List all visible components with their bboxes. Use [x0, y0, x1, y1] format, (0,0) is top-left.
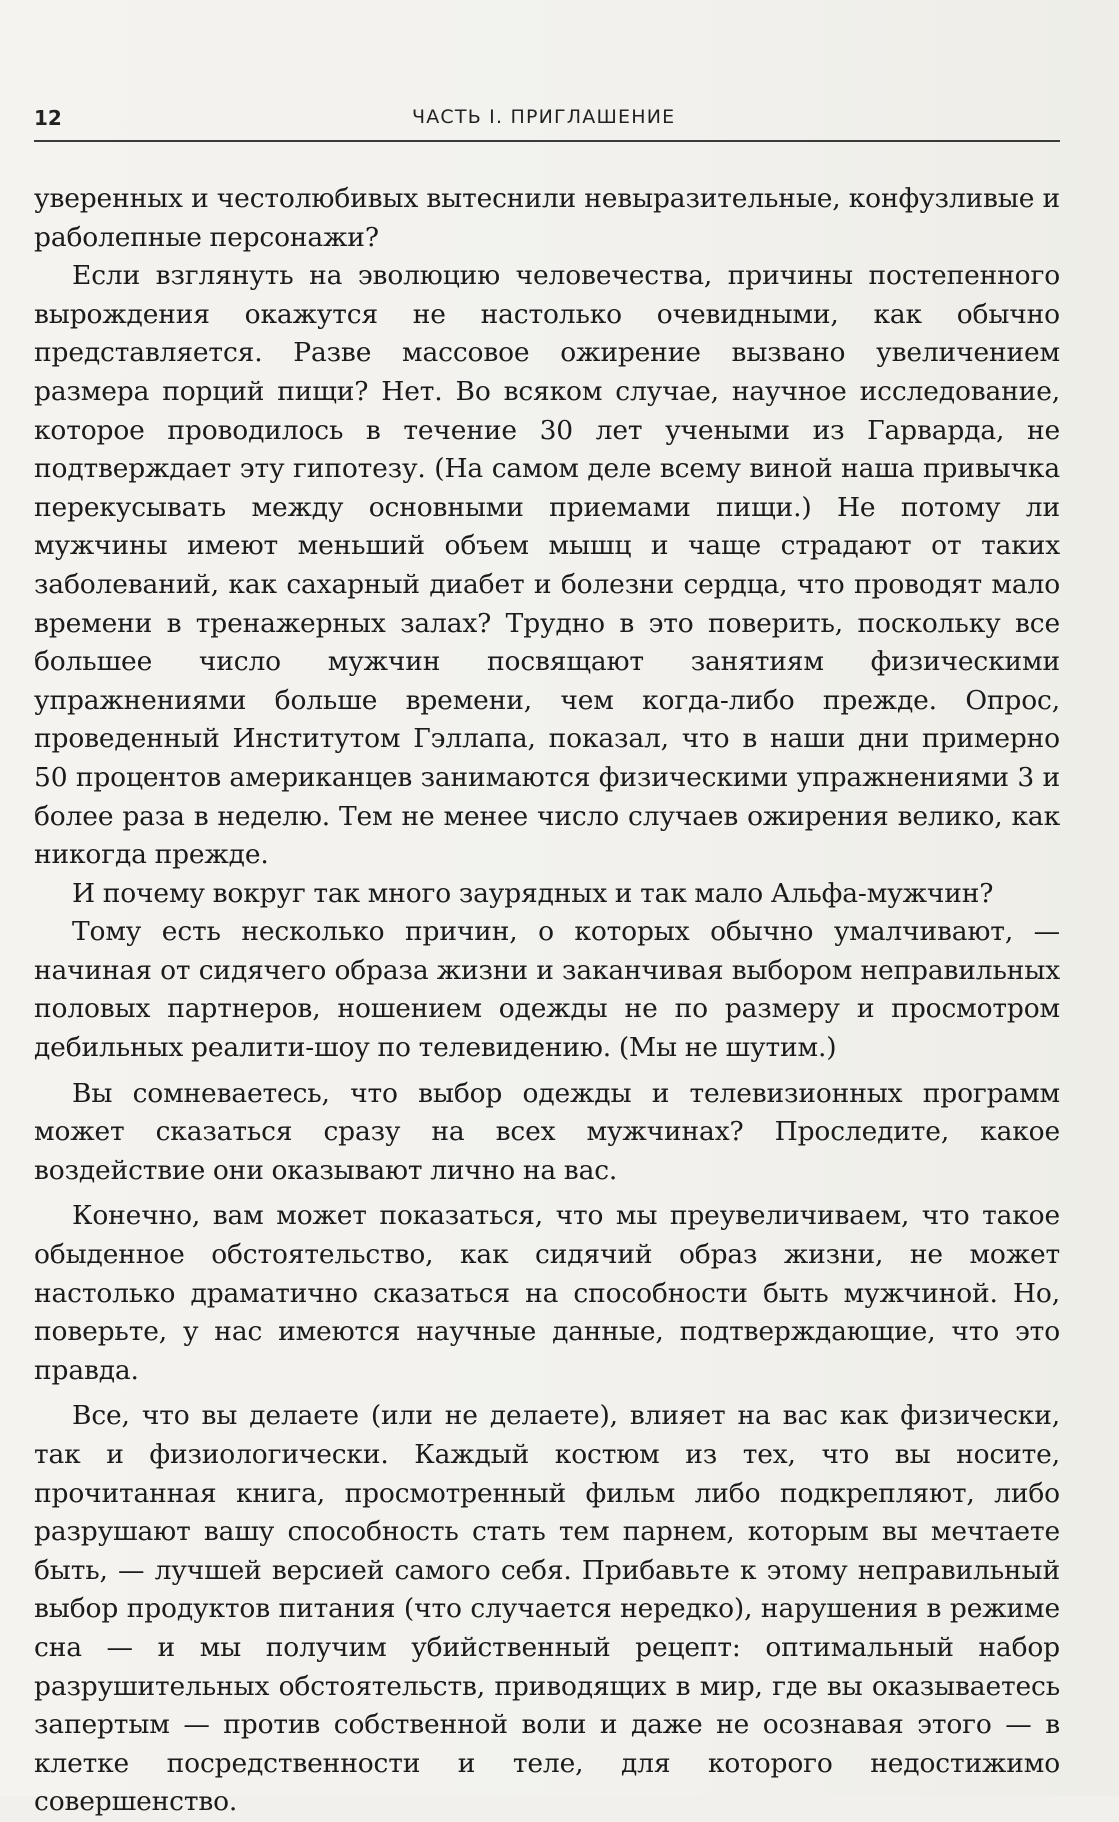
paragraph: Конечно, вам может показаться, что мы преувеличиваем, что такое обыденное обстоятельство, как сидячий образ жизни, не может настолько драматично сказаться на способности быть мужчиной. Но, поверьте, у нас имеются научные данные, подтверждающие, что это правда.	[34, 1200, 1060, 1386]
paragraph: Если взглянуть на эволюцию человечества, причины постепенного вырождения окажутся не настолько очевидными, как обычно представляется. Разве массовое ожирение вызвано увеличением размера порций пищи? Нет. Во всяком случае, научное исследование, которое проводилось в течение 30 лет учеными из Гарварда, не подтверждает эту гипотезу. (На самом деле всему виной наша привычка перекусывать между основными приемами пищи.) Не потому ли мужчины имеют меньший объем мышц и чаще страдают от таких заболеваний, как сахарный диабет и болезни сердца, что проводят мало времени в тренажерных залах? Трудно в это поверить, поскольку все большее число мужчин посвящают занятиям физическими упражнениями больше времени, чем когда-либо прежде. Опрос, проведенный Институтом Гэллапа, показал, что в наши дни примерно 50 процентов американцев занимаются физическими упражнениями 3 и более раза в неделю. Тем не менее число случаев ожирения велико, как никогда прежде.	[34, 260, 1060, 871]
page-number: 12	[34, 106, 62, 130]
body-text	[34, 180, 1060, 1822]
page-header	[34, 100, 1060, 142]
paragraph: Тому есть несколько причин, о которых обычно умалчивают, — начиная от сидячего образа жизни и заканчивая выбором неправильных половых партнеров, ношением одежды не по размеру и просмотром дебильных реалити-шоу по телевидению. (Мы не шутим.)	[34, 916, 1060, 1064]
paragraph: Вы сомневаетесь, что выбор одежды и телевизионных программ может сказаться сразу на всех мужчинах? Проследите, какое воздействие они оказывают лично на вас.	[34, 1077, 1060, 1186]
paragraph: Все, что вы делаете (или не делаете), влияет на вас как физически, так и физиологически. Каждый костюм из тех, что вы носите, прочитанная книга, просмотренный фильм либо подкрепляют, либо разрушают вашу способность стать тем парнем, которым вы мечтаете быть, — лучшей версией самого себя. Прибавьте к этому неправильный выбор продуктов питания (что случается нередко), нарушения в режиме сна — и мы получим убийственный рецепт: оптимальный набор разрушительных обстоятельств, приводящих в мир, где вы оказываетесь запертым — против собственной воли и даже не осознавая этого — в клетке посредственности и теле, для которого недостижимо совершенство.	[34, 1400, 1060, 1818]
paragraph: И почему вокруг так много заурядных и так мало Альфа-мужчин?	[72, 877, 994, 909]
paragraph: уверенных и честолюбивых вытеснили невыразительные, конфузливые и раболепные персонажи?	[34, 183, 1060, 253]
running-head: ЧАСТЬ I. ПРИГЛАШЕНИЕ	[412, 106, 676, 128]
